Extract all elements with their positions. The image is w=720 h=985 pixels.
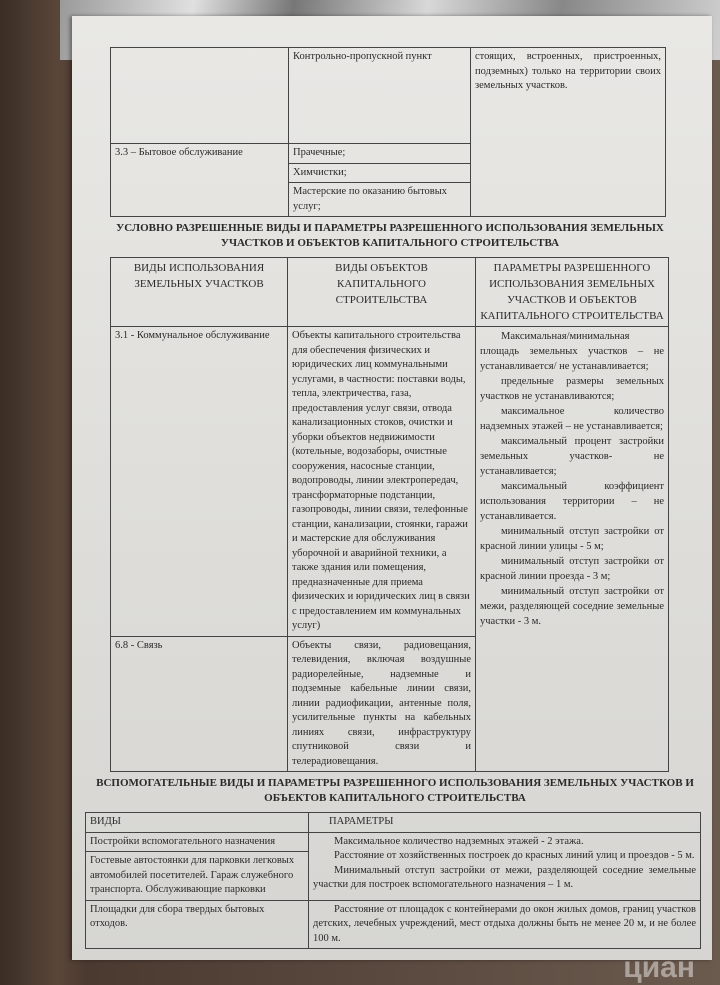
cell-empty: [111, 48, 289, 144]
param-line: максимальный процент застройки земельных участков- не устанавливается;: [480, 436, 664, 477]
param-line: максимальное количество надземных этажей – не устанавливается;: [480, 406, 664, 432]
cell-params: [309, 832, 701, 900]
watermark-logo: циан: [623, 951, 695, 984]
param-line: минимальный отступ застройки от красной линии проезда - 3 м;: [480, 556, 664, 582]
cell-params: Расстояние от площадок с контейнерами до окон жилых домов, границ участков детских, лечебных учреждений, мест отдыха должны быть не менее 20 м, и не более 100 м.: [309, 900, 701, 949]
cell-object: Контрольно-пропускной пункт: [289, 48, 471, 144]
table-auxiliary-uses: [85, 812, 701, 949]
cell-kind: Гостевые автостоянки для парковки легковых автомобилей посетителей. Гараж служебного транспорта. Обслуживающие парковки: [86, 852, 309, 901]
column-header: ВИДЫ ИСПОЛЬЗОВАНИЯ ЗЕМЕЛЬНЫХ УЧАСТКОВ: [111, 258, 288, 327]
cell-object: Прачечные;: [289, 144, 471, 164]
param-line: минимальный отступ застройки от межи, разделяющей соседние земельные участки - 3 м.: [480, 586, 664, 627]
param-line: Максимальное количество надземных этажей - 2 этажа.: [334, 835, 584, 847]
document-content: [85, 47, 705, 985]
table-conditional-uses: [110, 257, 669, 772]
cell-params: стоящих, встроенных, пристроенных, подземных) только на территории своих земельных участков.: [471, 48, 666, 217]
column-header: ПАРАМЕТРЫ: [309, 813, 701, 833]
param-line: Минимальный отступ застройки от межи, разделяющей соседние земельные участки для построек вспомогательного назначения – 1 м.: [313, 864, 696, 890]
cell-kind: Постройки вспомогательного назначения: [86, 832, 309, 852]
cell-use: 6.8 - Связь: [111, 636, 288, 772]
param-line: Расстояние от хозяйственных построек до красных линий улиц и проездов - 5 м.: [334, 850, 695, 861]
cell-objects: Объекты связи, радиовещания, телевидения, включая воздушные радиорелейные, надземные и подземные кабельные линии связи, линии радиофикации, антенные поля, усилительные пункты на кабельных линиях связи, инфраструктуру спутниковой связи и телерадиовещания.: [288, 636, 476, 772]
column-header: ПАРАМЕТРЫ РАЗРЕШЕННОГО ИСПОЛЬЗОВАНИЯ ЗЕМЕЛЬНЫХ УЧАСТКОВ И ОБЪЕКТОВ КАПИТАЛЬНОГО СТРОИТЕЛЬСТВА: [476, 258, 669, 327]
column-header: ВИДЫ: [86, 813, 309, 833]
cell-objects: Объекты капитального строительства для обеспечения физических и юридических лиц коммунальными услугами, в частности: поставки воды, тепла, электричества, газа, предоставления услуг связи, отвода канализационных стоков, очистки и уборки объектов недвижимости (котельные, водозаборы, очистные сооружения, насосные станции, водопроводы, линии электропередач, трансформаторные подстанции, газопроводы, линии связи, телефонные станции, канализации, стоянки, гаражи и мастерские для обслуживания уборочной и аварийной техники, а также здания или помещения, предназначенные для приема физических и юридических лиц в связи с предоставлением им коммунальных услуг): [288, 327, 476, 637]
param-line: минимальный отступ застройки от красной линии улицы - 5 м;: [480, 526, 664, 552]
cell-object: Мастерские по оказанию бытовых услуг;: [289, 183, 471, 217]
table-permitted-uses-continued: [110, 47, 666, 217]
cell-kind: Площадки для сбора твердых бытовых отходов.: [86, 900, 309, 949]
cell-use: 3.3 – Бытовое обслуживание: [111, 144, 289, 217]
param-line: предельные размеры земельных участков не устанавливаются;: [480, 376, 664, 402]
param-line: максимальный коэффициент использования территории – не устанавливается.: [480, 481, 664, 522]
cell-params: [476, 327, 669, 772]
section-heading-conditional: УСЛОВНО РАЗРЕШЕННЫЕ ВИДЫ И ПАРАМЕТРЫ РАЗРЕШЕННОГО ИСПОЛЬЗОВАНИЯ ЗЕМЕЛЬНЫХ УЧАСТКОВ И ОБЪЕКТОВ КАПИТАЛЬНОГО СТРОИТЕЛЬСТВА: [116, 222, 664, 249]
section-heading-auxiliary: ВСПОМОГАТЕЛЬНЫЕ ВИДЫ И ПАРАМЕТРЫ РАЗРЕШЕННОГО ИСПОЛЬЗОВАНИЯ ЗЕМЕЛЬНЫХ УЧАСТКОВ И ОБЪЕКТОВ КАПИТАЛЬНОГО СТРОИТЕЛЬСТВА: [96, 777, 694, 804]
cell-use: 3.1 - Коммунальное обслуживание: [111, 327, 288, 637]
param-line: Максимальная/минимальная площадь земельных участков – не устанавливается/ не устанавливается;: [480, 331, 664, 372]
cell-object: Химчистки;: [289, 163, 471, 183]
column-header: ВИДЫ ОБЪЕКТОВ КАПИТАЛЬНОГО СТРОИТЕЛЬСТВА: [288, 258, 476, 327]
